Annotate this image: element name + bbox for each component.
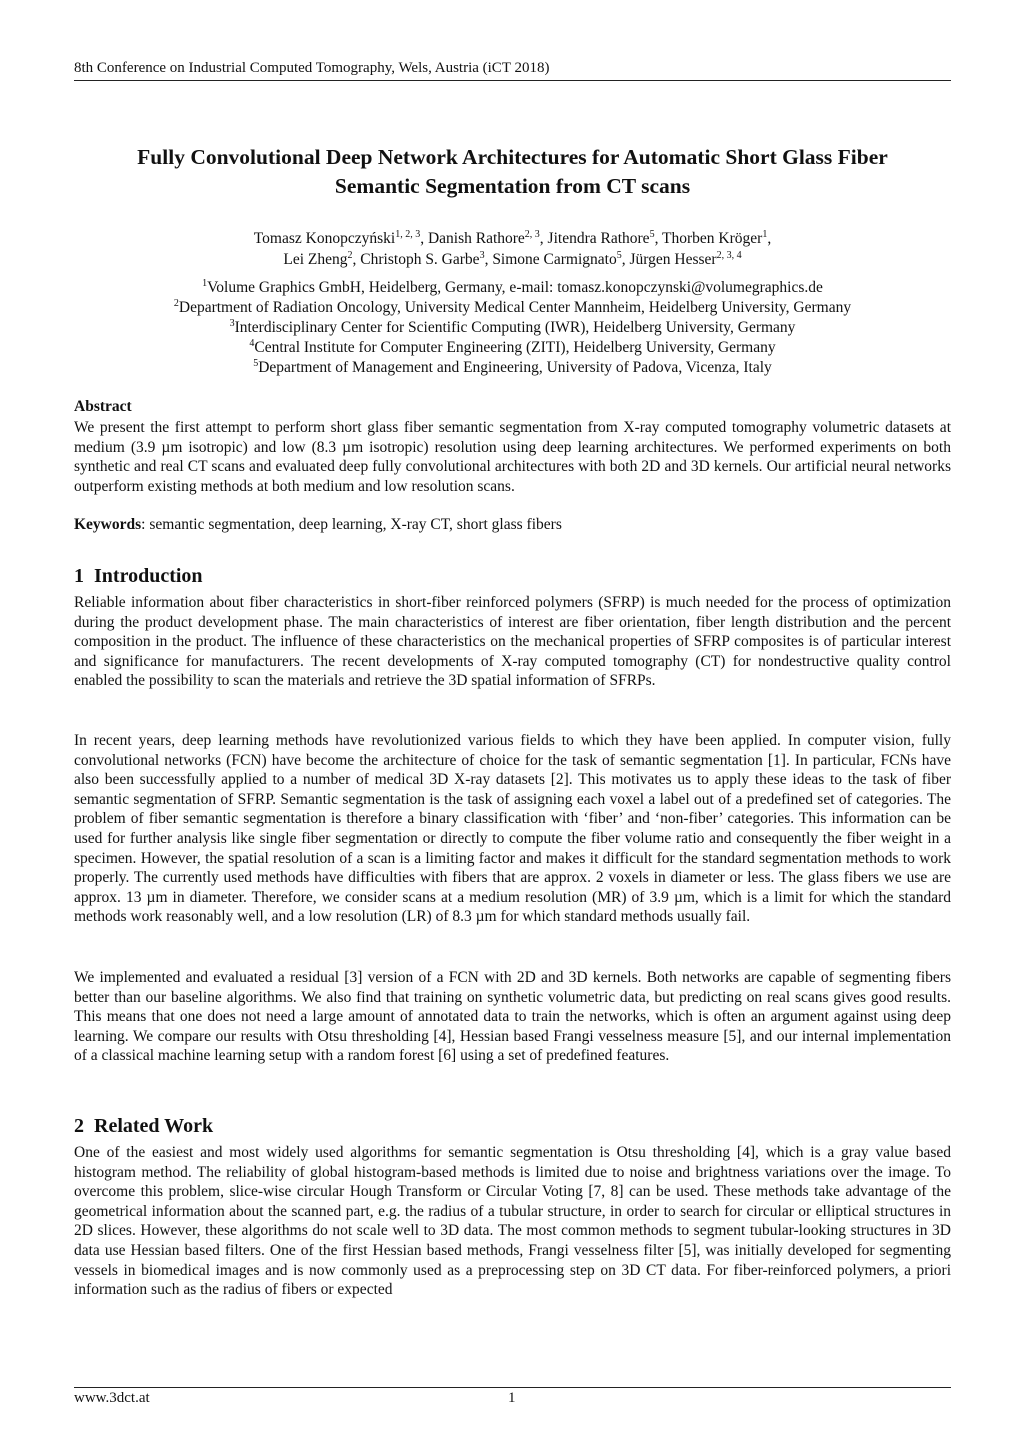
affiliation bbox=[74, 358, 951, 378]
affiliation-text: Volume Graphics GmbH, Heidelberg, Germany, e-mail: tomasz.konopczynski@volumegraphics.de bbox=[207, 279, 823, 296]
abstract-heading: Abstract bbox=[74, 398, 132, 415]
section-heading-introduction bbox=[74, 565, 203, 588]
author-name: Simone Carmignato bbox=[492, 251, 617, 268]
section-heading-related-work bbox=[74, 1115, 213, 1138]
author-name: Thorben Kröger bbox=[662, 230, 763, 247]
affiliation bbox=[74, 298, 951, 318]
page-number: 1 bbox=[508, 1390, 516, 1406]
section-number: 2 bbox=[74, 1115, 84, 1137]
affiliation-marker: 4 bbox=[249, 338, 255, 349]
title-line-1: Fully Convolutional Deep Network Architectures for Automatic Short Glass Fiber bbox=[137, 145, 888, 169]
affiliation-marker: 2 bbox=[173, 298, 179, 309]
section-number: 1 bbox=[74, 565, 84, 587]
author-list bbox=[74, 228, 951, 270]
author-name: Lei Zheng bbox=[283, 251, 348, 268]
author-affil: 1, 2, 3 bbox=[395, 229, 421, 240]
author-name: Jitendra Rathore bbox=[547, 230, 650, 247]
affiliation-list bbox=[74, 278, 951, 378]
abstract-text: We present the first attempt to perform short glass fiber semantic segmentation from X-ray computed tomography volumetric datasets at medium (3.9 µm isotropic) and low (8.3 µm isotropic) resolution using deep learning architectures. We performed experiments on both synthetic and real CT scans and evaluated deep fully convolutional architectures with both 2D and 3D kernels. Our artificial neural networks outperform existing methods at both medium and low resolution scans. bbox=[74, 419, 951, 495]
affiliation-text: Department of Management and Engineering, University of Padova, Vicenza, Italy bbox=[258, 359, 772, 376]
affiliation-text: Central Institute for Computer Engineering (ZITI), Heidelberg University, Germany bbox=[254, 339, 776, 356]
author-name: Tomasz Konopczyński bbox=[253, 230, 396, 247]
paper-title bbox=[74, 143, 951, 201]
author-name: Jürgen Hesser bbox=[629, 251, 717, 268]
affiliation-text: Department of Radiation Oncology, University Medical Center Mannheim, Heidelberg University, Germany bbox=[178, 299, 852, 316]
section-title: Related Work bbox=[94, 1115, 214, 1137]
author-name: Christoph S. Garbe bbox=[360, 251, 480, 268]
footer-website: www.3dct.at bbox=[74, 1390, 150, 1406]
author-name: Danish Rathore bbox=[427, 230, 525, 247]
affiliation-marker: 5 bbox=[253, 358, 259, 369]
author-affil: 2 bbox=[347, 250, 353, 261]
affiliation bbox=[74, 278, 951, 298]
affiliation-marker: 3 bbox=[229, 318, 235, 329]
author-affil: 3 bbox=[479, 250, 485, 261]
keywords-label: Keywords bbox=[74, 516, 142, 533]
affiliation-text: Interdisciplinary Center for Scientific Computing (IWR), Heidelberg University, Germany bbox=[234, 319, 796, 336]
intro-paragraph-3: We implemented and evaluated a residual [3] version of a FCN with 2D and 3D kernels. Both networks are capable of segmenting fibers better than our baseline algorithms. We also find that training on synthetic volumetric data, but predicting on real scans gives good results. This means that one does not need a large amount of annotated data to train the networks, which is often an argument against using deep learning. We compare our results with Otsu thresholding [4], Hessian based Frangi vesselness measure [5], and our internal implementation of a classical machine learning setup with a random forest [6] using a set of predefined features. bbox=[74, 969, 951, 1065]
author-affil: 5 bbox=[649, 229, 655, 240]
affiliation bbox=[74, 318, 951, 338]
author-line-1: Tomasz Konopczyński$^{1, 2, 3}$, Danish Rathore$^{2, 3}$, Jitendra Rathore$^5$, Thorben Kröger$^1$, bbox=[253, 229, 772, 247]
running-head: 8th Conference on Industrial Computed Tomography, Wels, Austria (iCT 2018) bbox=[74, 60, 951, 81]
title-line-2: Semantic Segmentation from CT scans bbox=[334, 174, 691, 198]
author-affil: 2, 3 bbox=[524, 229, 540, 240]
keywords-text: : semantic segmentation, deep learning, X-ray CT, short glass fibers bbox=[141, 516, 562, 533]
author-affil: 2, 3, 4 bbox=[716, 250, 742, 261]
intro-paragraph-1: Reliable information about fiber characteristics in short-fiber reinforced polymers (SFRP) is much needed for the process of optimization during the product development phase. The main characteristics of interest are fiber orientation, fiber length distribution and the percent composition in the product. The influence of these characteristics on the mechanical properties of SFRP composites is of particular interest and significance for manufacturers. The recent developments of X-ray computed tomography (CT) for nondestructive quality control enabled the possibility to scan the materials and retrieve the 3D spatial information of SFRPs. bbox=[74, 594, 951, 690]
affiliation bbox=[74, 338, 951, 358]
author-line-2: Lei Zheng$^2$, Christoph S. Garbe$^3$, Simone Carmignato$^5$, Jürgen Hesser$^{2, 3, 4}$ bbox=[283, 250, 742, 268]
author-affil: 1 bbox=[762, 229, 768, 240]
intro-paragraph-2: In recent years, deep learning methods have revolutionized various fields to which they have been applied. In computer vision, fully convolutional networks (FCN) have become the architecture of choice for the task of semantic segmentation [1]. In particular, FCNs have also been successfully applied to a number of medical 3D X-ray datasets [2]. This motivates us to apply these ideas to the task of fiber semantic segmentation of SFRP. Semantic segmentation is the task of assigning each voxel a label out of a predefined set of categories. The problem of fiber semantic segmentation is therefore a binary classification with ‘fiber’ and ‘non-fiber’ categories. This information can be used for further analysis like single fiber segmentation or directly to compute the fiber volume ratio and consequently the fiber weight in a specimen. However, the spatial resolution of a scan is a limiting factor and makes it difficult for the standard segmentation methods to work properly. The currently used methods have difficulties with fibers that are approx. 2 voxels in diameter or less. The glass fibers we use are approx. 13 µm in diameter. Therefore, we consider scans at a medium resolution (MR) of 3.9 µm, which is a limit for which the standard methods work reasonably well, and a low resolution (LR) of 8.3 µm for which standard methods usually fail. bbox=[74, 732, 951, 926]
footer-divider bbox=[74, 1387, 951, 1388]
author-affil: 5 bbox=[616, 250, 622, 261]
related-work-paragraph-1: One of the easiest and most widely used algorithms for semantic segmentation is Otsu thresholding [4], which is a gray value based histogram method. The reliability of global histogram-based methods is limited due to noise and brightness variations over the image. To overcome this problem, slice-wise circular Hough Transform or Circular Voting [7, 8] can be used. These methods take advantage of the geometrical information about the scanned part, e.g. the radius of a tubular structure, in order to search for circular or elliptical structures in 2D slices. However, these algorithms do not scale well to 3D data. The most common methods to segment tubular-looking structures in 3D data use Hessian based filters. One of the first Hessian based methods, Frangi vesselness filter [5], was initially developed for segmenting vessels in biomedical images and is now commonly used as a preprocessing step on 3D CT data. For fiber-reinforced polymers, a priori information such as the radius of fibers or expected bbox=[74, 1144, 951, 1299]
affiliation-marker: 1 bbox=[202, 278, 208, 289]
section-title: Introduction bbox=[94, 565, 203, 587]
keywords bbox=[74, 516, 562, 534]
